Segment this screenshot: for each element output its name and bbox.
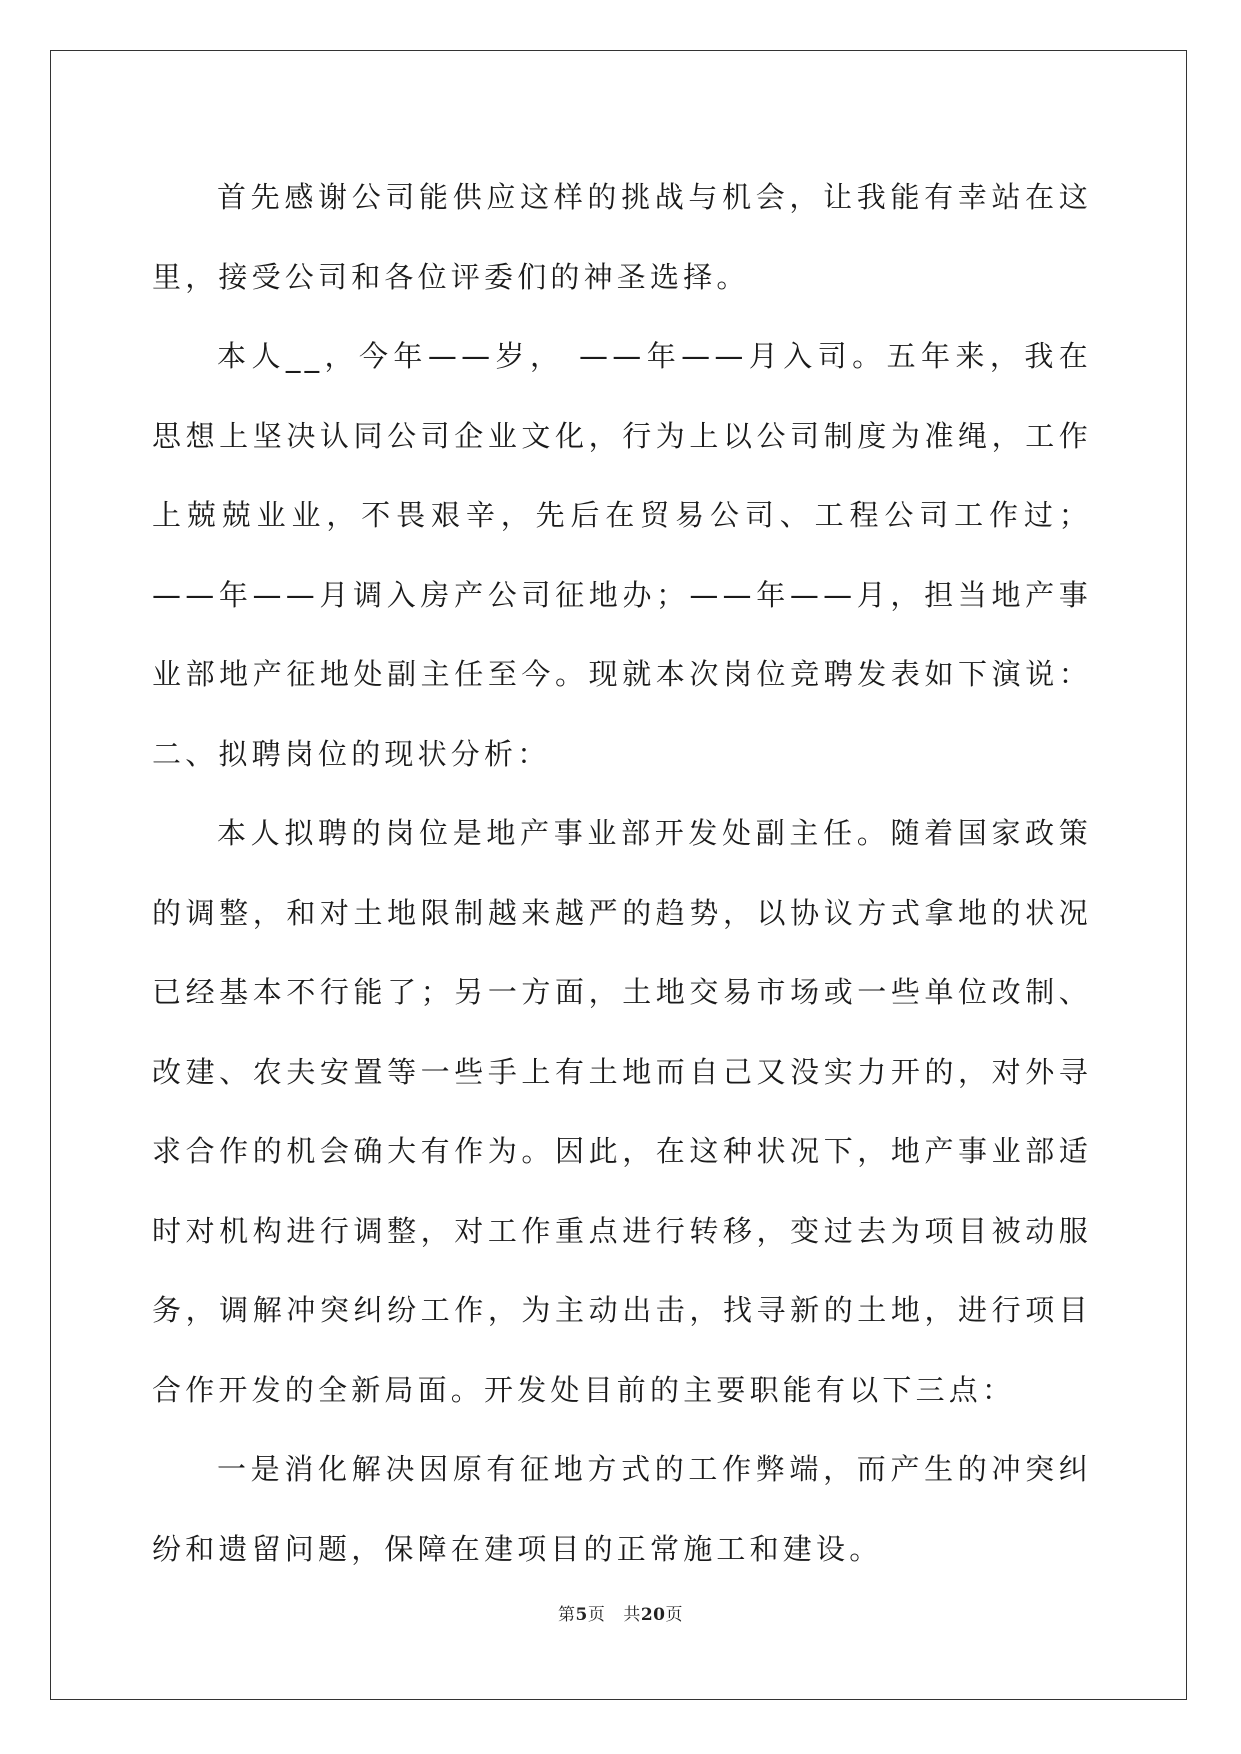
total-suffix: 页 — [665, 1605, 683, 1625]
page-suffix: 页 — [587, 1605, 606, 1625]
paragraph-point-one: 一是消化解决因原有征地方式的工作弊端，而产生的冲突纠纷和遗留问题，保障在建项目的正常施工和建设。 — [152, 1452, 1092, 1566]
paragraph-position-analysis: 本人拟聘的岗位是地产事业部开发处副主任。随着国家政策的调整，和对土地限制越来越严的趋势，以协议方式拿地的状况已经基本不行能了；另一方面，土地交易市场或一些单位改制、改建、农夫安置等一些手上有土地而自己又没实力开的，对外寻求合作的机会确大有作为。因此，在这种状况下，地产事业部适时对机构进行调整，对工作重点进行转移，变过去为项目被动服务，调解冲突纠纷工作，为主动出击，找寻新的土地，进行项目合作开发的全新局面。开发处目前的主要职能有以下三点： — [152, 816, 1092, 1407]
page-total: 20 — [640, 1605, 666, 1625]
page-footer — [0, 1600, 1241, 1625]
total-prefix: 共 — [623, 1605, 641, 1625]
document-body — [152, 158, 1092, 1589]
page-current: 5 — [575, 1605, 588, 1625]
paragraph-intro: 首先感谢公司能供应这样的挑战与机会，让我能有幸站在这里，接受公司和各位评委们的神圣选择。 — [152, 180, 1092, 294]
page-prefix: 第 — [557, 1605, 576, 1625]
paragraph-background: 本人__，今年——岁， ——年——月入司。五年来，我在思想上坚决认同公司企业文化，行为上以公司制度为准绳，工作上兢兢业业，不畏艰辛，先后在贸易公司、工程公司工作过；——年——月调入房产公司征地办；——年——月，担当地产事业部地产征地处副主任至今。现就本次岗位竞聘发表如下演说： 二、拟聘岗位的现状分析： — [152, 339, 1092, 771]
